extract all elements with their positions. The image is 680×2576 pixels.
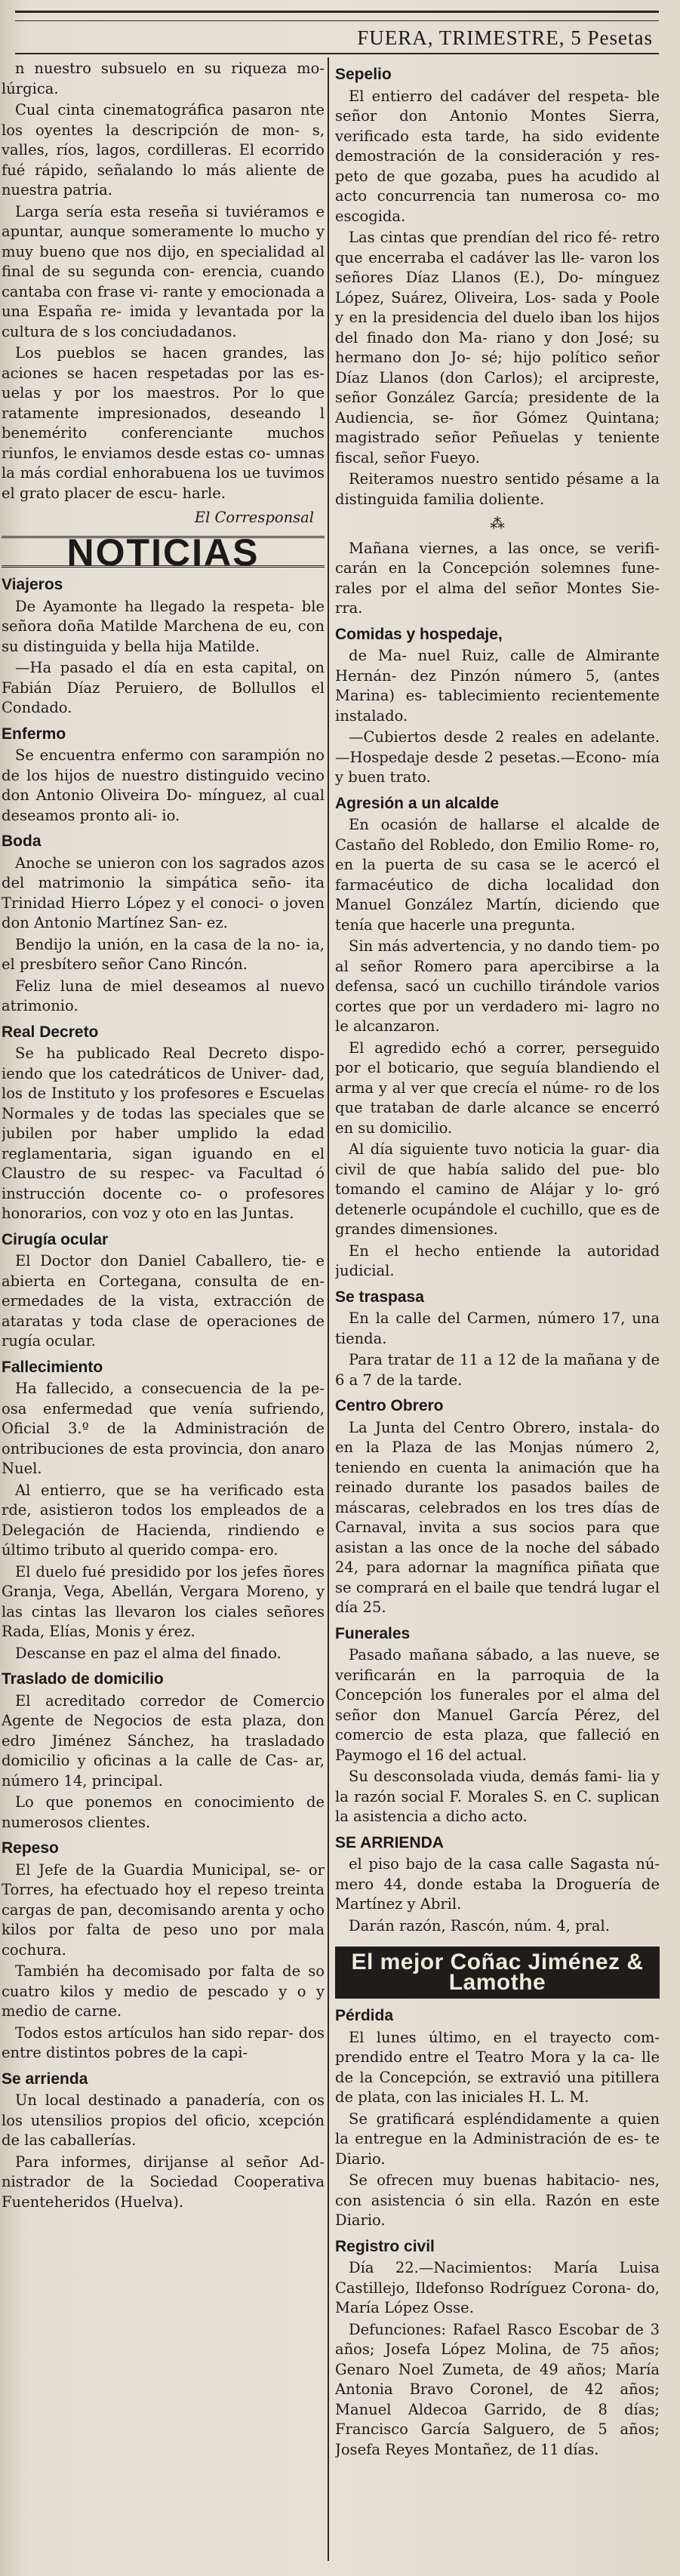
section-title: Registro civil bbox=[335, 2237, 435, 2255]
news-paragraph: Día 22.—Nacimientos: María Luisa Castillejo, Ildefonso Rodríguez Corona- do, María López Osse. bbox=[335, 2259, 660, 2316]
noticias-heading: NOTICIAS bbox=[2, 536, 325, 568]
news-paragraph: el piso bajo de la casa calle Sagasta nú- mero 44, donde estaba la Droguería de Martínez y Abril. bbox=[335, 1855, 660, 1913]
signature: El Corresponsal bbox=[194, 509, 314, 526]
news-paragraph: El duelo fué presidido por los jefes ñores Granja, Vega, Abellán, Vergara Moreno, y las cintas las llevaron los ciales señores Rada, Elías, Monis y érez. bbox=[2, 1562, 325, 1640]
section-title: Pérdida bbox=[335, 2007, 394, 2024]
intro-paragraph: Larga sería esta reseña si tuviéramos e apuntar, aunque someramente lo mucho y muy bueno que nos dijo, en specialidad al final de su segunda con- erencia, cuando cantaba con frase vi- rante y emocionada a una España re- imida y levantada por la cultura de s los conciudadanos. bbox=[2, 202, 325, 340]
news-paragraph: Al día siguiente tuvo noticia la guar- dia civil de que había salido del pue- blo tomando el camino de Alájar y lo- gró detenerle ocupándole el cuchillo, que es de grandes dimensiones. bbox=[335, 1140, 660, 1238]
news-paragraph: Su desconsolada viuda, demás fami- lia y la razón social F. Morales S. en C. suplican la asistencia a dicho acto. bbox=[335, 1768, 660, 1825]
news-paragraph: Un local destinado a panadería, con os los utensilios propios del oficio, xcepción de las caballerías. bbox=[2, 2091, 325, 2149]
section-title: Sepelio bbox=[335, 66, 392, 83]
news-paragraph: Bendijo la unión, en la casa de la no- ia, el presbítero señor Cano Rincón. bbox=[2, 935, 325, 973]
news-paragraph: Pasado mañana sábado, a las nueve, se verificarán en la parroquia de la Concepción los funerales por el alma del señor don Manuel García Pérez, del comercio de esta plaza, que falleció en Paymogo el 16 del actual. bbox=[335, 1646, 660, 1764]
news-paragraph: Lo que ponemos en conocimiento de numerosos clientes. bbox=[2, 1793, 325, 1831]
news-paragraph: Se gratificará espléndidamente a quien la entregue en la Administración de es- te Diario. bbox=[335, 2110, 660, 2168]
news-paragraph: Se ha publicado Real Decreto dispo- iendo que los catedráticos de Univer- dad, los de Instituto y los profesores e Escuelas Normales y de todas las speciales que se jubilen por haber umplido la edad reglamentaria, sigan iguando en el Claustro de su respec- va Facultad ó instrucción docente co- o profesores honorarios, con voz y oto en las Juntas. bbox=[2, 1045, 325, 1222]
news-paragraph: De Ayamonte ha llegado la respeta- ble señora doña Matilde Marchena de eu, con su distinguida y bella hija Matilde. bbox=[2, 597, 325, 655]
section-title: Real Decreto bbox=[2, 1023, 99, 1041]
column-divider bbox=[328, 57, 329, 2561]
news-paragraph: Reiteramos nuestro sentido pésame a la distinguida familia doliente. bbox=[335, 470, 660, 508]
news-paragraph: El Jefe de la Guardia Municipal, se- or Torres, ha efectuado hoy el repeso treinta cargas de pan, decomisando arenta y ocho kilos por falta de peso uno por mala cochura. bbox=[2, 1860, 325, 1959]
section-title: Funerales bbox=[335, 1624, 411, 1642]
news-paragraph: Las cintas que prendían del rico fé- retro que encerraba el cadáver las lle- varon los señores Díaz Llanos (E.), Do- mínguez López, Suárez, Oliveira, Los- sada y Poole y en la presidencia del duelo iban los hijos del finado don Ma- riano y don José; su hermano don Jo- sé; hijo político señor Díaz Llanos (don Carlos); el arcipreste, señor González García; presidente de la Audiencia, se- ñor Gómez Quintana; magistrado señor Peñuelas y teniente fiscal, señor Fueyo. bbox=[335, 229, 660, 466]
news-paragraph: Anoche se unieron con los sagrados azos del matrimonio la simpática seño- ita Trinidad Hierro López y el conoci- o joven don Antonio Martínez San- ez. bbox=[2, 854, 325, 931]
cognac-advert-banner: El mejor Coñac Jiménez & Lamothe bbox=[335, 1947, 660, 1999]
section-title: SE ARRIENDA bbox=[335, 1833, 444, 1851]
subscription-price: FUERA, TRIMESTRE, 5 Pesetas bbox=[357, 26, 653, 49]
news-paragraph: Defunciones: Rafael Rasco Escobar de 3 años; Josefa López Molina, de 75 años; Genaro Noel Zumeta, de 49 años; María Antonia Bravo Coronel, de 42 años; Manuel Aldecoa Garrido, de 8 días; Francisco García Salguero, de 5 años; Josefa Reyes Montañez, de 11 días. bbox=[335, 2320, 660, 2458]
news-paragraph: Se encuentra enfermo con sarampión no de los hijos de nuestro distinguido vecino don Antonio Oliveira Do- mínguez, al cual deseamos pronto ali- io. bbox=[2, 746, 325, 824]
news-paragraph: Mañana viernes, a las once, se verifi- carán en la Concepción solemnes fune- rales por el alma del señor Montes Sie- rra. bbox=[335, 539, 660, 617]
news-paragraph: En el hecho entiende la autoridad judicial. bbox=[335, 1242, 660, 1279]
section-title: Enfermo bbox=[2, 725, 66, 743]
section-title: Se arrienda bbox=[2, 2070, 88, 2088]
section-title: Fallecimiento bbox=[2, 1358, 103, 1376]
section-title: Comidas y hospedaje, bbox=[335, 625, 503, 643]
news-paragraph: Para tratar de 11 a 12 de la mañana y de 6 a 7 de la tarde. bbox=[335, 1351, 660, 1389]
intro-paragraph: Cual cinta cinematográfica pasaron nte los oyentes la descripción de mon- s, valles, ríos, lagos, cordilleras. El ecorrido fué rápido, señalando lo más aliente de nuestra patria. bbox=[2, 101, 325, 199]
news-paragraph: Darán razón, Rascón, núm. 4, pral. bbox=[349, 1916, 610, 1934]
news-paragraph: Descanse en paz el alma del finado. bbox=[15, 1644, 282, 1662]
rooms-advert: Se ofrecen muy buenas habitacio- nes, con asistencia ó sin ella. Razón en este Diario. bbox=[335, 2171, 660, 2229]
section-title: Repeso bbox=[2, 1839, 59, 1857]
news-paragraph: El Doctor don Daniel Caballero, tie- e abierta en Cortegana, consulta de en- ermedades de la vista, extracción de ataratas y toda clase de operaciones de rugía ocular. bbox=[2, 1252, 325, 1350]
intro-paragraph: Los pueblos se hacen grandes, las aciones se hacen respetadas por las es- uelas y por los maestros. Por lo que ratamente impresionados, deseando l benemérito conferenciante muchos riunfos, le enviamos desde estas co- umnas la más cordial enhorabuena los ue tuvimos el grato placer de escu- harle. bbox=[2, 344, 325, 502]
section-title: Se traspasa bbox=[335, 1288, 424, 1306]
news-paragraph: —Ha pasado el día en esta capital, on Fabián Díaz Peruiero, de Bollullos el Condado. bbox=[2, 659, 325, 716]
masthead-strip bbox=[15, 23, 659, 54]
news-paragraph: También ha decomisado por falta de so cuatro kilos y medio de pescado y o y medio de carne. bbox=[2, 1962, 325, 2020]
top-rule bbox=[15, 11, 659, 21]
section-title: Viajeros bbox=[2, 576, 63, 593]
asterism-ornament: ⁂ bbox=[490, 515, 505, 532]
news-paragraph: El lunes último, en el trayecto com- prendido entre el Teatro Mora y la ca- lle de la Concepción, se extravió una pitillera de plata, con las iniciales H. L. M. bbox=[335, 2028, 660, 2106]
section-title: Centro Obrero bbox=[335, 1397, 444, 1414]
right-column bbox=[335, 59, 660, 2561]
news-paragraph: Todos estos artículos han sido repar- dos entre distintos pobres de la capi- bbox=[2, 2024, 325, 2061]
news-paragraph: El entierro del cadáver del respeta- ble señor don Antonio Montes Sierra, verificado esta tarde, ha sido evidente demostración de la consideración y res- peto de que gozaba, pues ha acudido al acto concurrencia tan numerosa co- mo escogida. bbox=[335, 87, 660, 225]
news-paragraph: La Junta del Centro Obrero, instala- do en la Plaza de las Monjas número 2, teniendo en cuenta la animación que ha reinado durante los pasados bailes de máscaras, celebrados en los tres días de Carnaval, invita a sus socios para que asistan a las once de la noche del sábado 24, para adornar la magnífica piñata que se comprará en el baile que tendrá lugar el día 25. bbox=[335, 1418, 660, 1616]
section-title: Cirugía ocular bbox=[2, 1230, 109, 1248]
news-paragraph: En ocasión de hallarse el alcalde de Castaño del Robledo, don Emilio Rome- ro, en la puerta de su casa se le acercó el farmacéutico de dicha localidad don Manuel González Martín, diciendo que tenía que hacerle una pregunta. bbox=[335, 816, 660, 934]
left-column bbox=[2, 59, 325, 2561]
news-paragraph: Al entierro, que se ha verificado esta rde, asistieron todos los empleados de a Delegación de Hacienda, rindiendo e último tributo al querido compa- ero. bbox=[2, 1481, 325, 1559]
news-paragraph: Sin más advertencia, y no dando tiem- po al señor Romero para apercibirse a la defensa, sacó un cuchillo tirándole varios cortes que por un verdadero mi- lagro no le alcanzaron. bbox=[335, 937, 660, 1035]
section-title: Traslado de domicilio bbox=[2, 1670, 164, 1688]
news-paragraph: El agredido echó a correr, perseguido por el boticario, que seguía blandiendo el arma y al ver que crecía el núme- ro de los que trataban de darle alcance se encerró en su domicilio. bbox=[335, 1039, 660, 1137]
section-title: Agresión a un alcalde bbox=[335, 794, 500, 812]
news-paragraph: En la calle del Carmen, número 17, una tienda. bbox=[335, 1310, 660, 1347]
intro-paragraph: n nuestro subsuelo en su riqueza mo- lúrgica. bbox=[2, 60, 325, 97]
news-paragraph: —Cubiertos desde 2 reales en adelante. —Hospedaje desde 2 pesetas.—Econo- mía y buen trato. bbox=[335, 728, 660, 786]
news-paragraph: Ha fallecido, a consecuencia de la pe- osa enfermedad que venía sufriendo, Oficial 3.º de la Administración de ontribuciones de esta provincia, don anaro Nuel. bbox=[2, 1380, 325, 1477]
news-paragraph: Para informes, dirijanse al señor Ad- nistrador de la Sociedad Cooperativa Fuenteheridos (Huelva). bbox=[2, 2153, 325, 2211]
section-title: Boda bbox=[2, 833, 42, 850]
news-paragraph: El acreditado corredor de Comercio Agente de Negocios de esta plaza, don edro Jiménez Sánchez, ha trasladado domicilio y oficinas a la calle de Cas- ar, número 14, principal. bbox=[2, 1691, 325, 1790]
news-paragraph: Feliz luna de miel deseamos al nuevo atrimonio. bbox=[2, 977, 325, 1014]
news-paragraph: de Ma- nuel Ruiz, calle de Almirante Hernán- dez Pinzón número 5, (antes Marina) es- tablecimiento recientemente instalado. bbox=[335, 647, 660, 725]
